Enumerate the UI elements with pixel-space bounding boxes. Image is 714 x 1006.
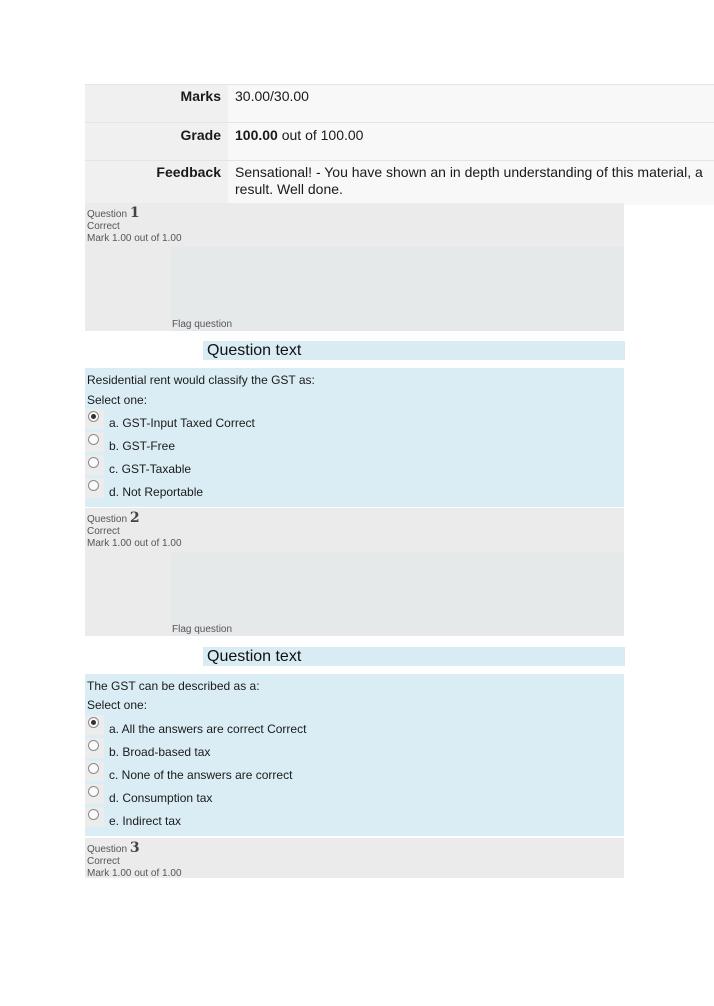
question-number: 3 bbox=[129, 840, 140, 856]
radio-button-selected[interactable] bbox=[88, 411, 99, 422]
question-header bbox=[85, 838, 624, 880]
question-label: Question bbox=[87, 209, 128, 220]
grade-out-of: out of 100.00 bbox=[277, 127, 364, 143]
flag-question-link[interactable]: Flag question bbox=[172, 319, 233, 330]
option-label: c. None of the answers are correct bbox=[109, 768, 293, 782]
feedback-text-line1: Sensational! - You have shown an in depth understanding of this material, a bbox=[235, 164, 703, 180]
option-label: b. GST-Free bbox=[109, 439, 176, 453]
radio-button[interactable] bbox=[88, 434, 99, 445]
select-one-label: Select one: bbox=[87, 698, 148, 712]
answer-option-c[interactable] bbox=[85, 763, 624, 783]
radio-button[interactable] bbox=[88, 763, 99, 774]
review-summary-table bbox=[85, 84, 714, 205]
question-state: Correct bbox=[87, 221, 120, 232]
question-info-panel bbox=[171, 247, 624, 331]
option-label: d. Not Reportable bbox=[109, 485, 204, 499]
question-number: 1 bbox=[129, 205, 140, 221]
radio-button[interactable] bbox=[88, 786, 99, 797]
question-state: Correct bbox=[87, 856, 120, 867]
feedback-text-line2: result. Well done. bbox=[235, 181, 343, 197]
radio-button[interactable] bbox=[88, 480, 99, 491]
question-prompt: Residential rent would classify the GST as: bbox=[87, 373, 315, 387]
question-body-2 bbox=[85, 674, 624, 836]
grade-score: 100.00 bbox=[235, 127, 278, 143]
question-label: Question bbox=[87, 844, 128, 855]
option-label: b. Broad-based tax bbox=[109, 745, 211, 759]
question-label: Question bbox=[87, 514, 128, 525]
answer-option-d[interactable] bbox=[85, 480, 624, 500]
option-label: c. GST-Taxable bbox=[109, 462, 192, 476]
question-header bbox=[85, 508, 624, 550]
answer-option-b[interactable] bbox=[85, 740, 624, 760]
option-label: d. Consumption tax bbox=[109, 791, 213, 805]
question-prompt: The GST can be described as a: bbox=[87, 679, 260, 693]
question-number: 2 bbox=[129, 510, 140, 526]
answer-option-e[interactable] bbox=[85, 809, 624, 829]
question-info-2 bbox=[85, 508, 624, 636]
question-text-heading: Question text bbox=[203, 341, 625, 360]
feedback-label: Feedback bbox=[85, 161, 228, 205]
question-info-1 bbox=[85, 203, 624, 331]
summary-row-grade bbox=[85, 122, 714, 160]
option-label: a. All the answers are correct Correct bbox=[109, 722, 307, 736]
question-mark: Mark 1.00 out of 1.00 bbox=[87, 538, 182, 549]
answer-option-a[interactable] bbox=[85, 411, 624, 431]
summary-row-marks bbox=[85, 84, 714, 122]
select-one-label: Select one: bbox=[87, 393, 148, 407]
grade-label: Grade bbox=[85, 123, 228, 160]
radio-button[interactable] bbox=[88, 457, 99, 468]
question-body-1 bbox=[85, 368, 624, 507]
question-header bbox=[85, 203, 624, 245]
answer-option-d[interactable] bbox=[85, 786, 624, 806]
marks-label: Marks bbox=[85, 85, 228, 122]
grade-value bbox=[228, 123, 714, 160]
question-state: Correct bbox=[87, 526, 120, 537]
flag-question-link[interactable]: Flag question bbox=[172, 624, 233, 635]
radio-button[interactable] bbox=[88, 809, 99, 820]
question-info-panel bbox=[171, 552, 624, 636]
answer-option-b[interactable] bbox=[85, 434, 624, 454]
question-mark: Mark 1.00 out of 1.00 bbox=[87, 233, 182, 244]
answer-option-a[interactable] bbox=[85, 717, 624, 737]
radio-button[interactable] bbox=[88, 740, 99, 751]
feedback-value bbox=[228, 161, 714, 205]
answer-option-c[interactable] bbox=[85, 457, 624, 477]
option-label: e. Indirect tax bbox=[109, 814, 182, 828]
option-label: a. GST-Input Taxed Correct bbox=[109, 416, 255, 430]
marks-value: 30.00/30.00 bbox=[228, 85, 714, 122]
question-mark: Mark 1.00 out of 1.00 bbox=[87, 868, 182, 879]
radio-button-selected[interactable] bbox=[88, 717, 99, 728]
question-text-heading: Question text bbox=[203, 647, 625, 666]
question-info-3 bbox=[85, 838, 624, 878]
summary-row-feedback bbox=[85, 160, 714, 205]
